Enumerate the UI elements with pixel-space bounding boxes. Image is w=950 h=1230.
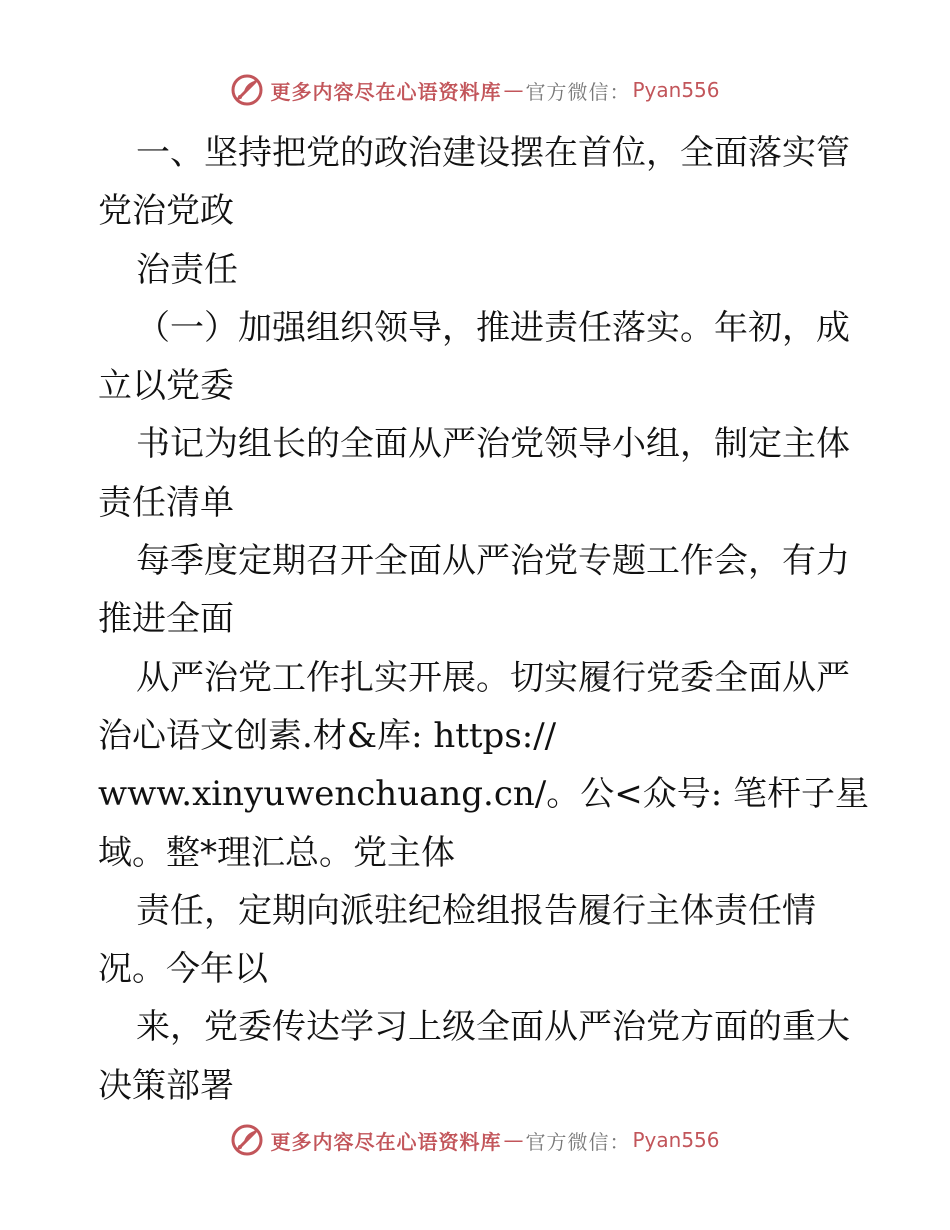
text-line: 立以党委 bbox=[98, 366, 234, 407]
text-line: 况。今年以 bbox=[98, 949, 268, 990]
watermark-dash: — bbox=[503, 78, 524, 102]
watermark-banner-bottom bbox=[0, 1120, 950, 1160]
quill-logo-icon bbox=[230, 73, 264, 107]
text-line: 责任清单 bbox=[98, 482, 234, 523]
text-line: 域。整*理汇总。党主体 bbox=[98, 832, 455, 873]
watermark-banner-top bbox=[0, 70, 950, 110]
text-line: 推进全面 bbox=[98, 599, 234, 640]
text-line: 决策部署 bbox=[98, 1065, 234, 1106]
text-line: 一、坚持把党的政治建设摆在首位，全面落实管 bbox=[136, 133, 850, 173]
text-line: 来，党委传达学习上级全面从严治党方面的重大 bbox=[136, 1007, 850, 1048]
watermark-dash: — bbox=[503, 1128, 524, 1152]
text-line: 从严治党工作扎实开展。切实履行党委全面从严 bbox=[136, 657, 850, 698]
text-line: 每季度定期召开全面从严治党专题工作会，有力 bbox=[136, 541, 850, 582]
watermark-wechat-id: Pyan556 bbox=[632, 78, 720, 102]
text-line: 责任，定期向派驻纪检组报告履行主体责任情 bbox=[136, 890, 816, 931]
quill-logo-icon bbox=[230, 1123, 264, 1157]
document-body bbox=[98, 124, 869, 1115]
text-line: 党治党政 bbox=[98, 191, 234, 232]
watermark-official-label: 官方微信： bbox=[525, 79, 631, 104]
text-line: www.xinyuwenchuang.cn/。公<众号: 笔杆子星 bbox=[98, 774, 869, 815]
text-line: 书记为组长的全面从严治党领导小组，制定主体 bbox=[136, 424, 850, 465]
watermark-official-label: 官方微信： bbox=[525, 1129, 631, 1154]
text-line: 治心语文创素.材&库: https:// bbox=[98, 715, 557, 756]
watermark-brand: 更多内容尽在心语资料库 bbox=[270, 1129, 502, 1154]
watermark-brand: 更多内容尽在心语资料库 bbox=[270, 79, 502, 104]
text-line: （一）加强组织领导，推进责任落实。年初，成 bbox=[136, 307, 850, 348]
text-line: 治责任 bbox=[136, 249, 238, 290]
watermark-wechat-id: Pyan556 bbox=[632, 1128, 720, 1152]
